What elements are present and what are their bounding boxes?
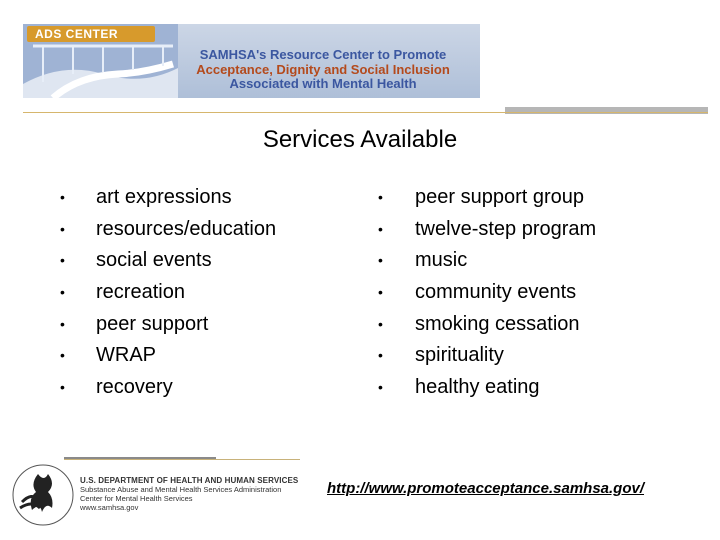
list-item-text: smoking cessation bbox=[415, 312, 580, 335]
bullet-icon: • bbox=[60, 220, 65, 237]
hhs-department-name: U.S. DEPARTMENT OF HEALTH AND HUMAN SERVICES bbox=[80, 476, 299, 485]
banner-line-3: Associated with Mental Health bbox=[229, 76, 417, 91]
hhs-website: www.samhsa.gov bbox=[80, 503, 139, 512]
ads-center-logo: ADS CENTER bbox=[27, 26, 155, 42]
bullet-icon: • bbox=[60, 252, 65, 269]
bullet-icon: • bbox=[378, 252, 383, 269]
banner-line-1: SAMHSA's Resource Center to Promote bbox=[199, 47, 447, 62]
bullet-icon: • bbox=[378, 379, 383, 396]
hhs-eagle-icon bbox=[8, 462, 78, 528]
header-banner bbox=[23, 24, 480, 98]
list-item-text: spirituality bbox=[415, 344, 504, 367]
page-title: Services Available bbox=[262, 126, 458, 153]
list-item-text: WRAP bbox=[96, 344, 156, 367]
list-item-text: twelve-step program bbox=[415, 217, 597, 240]
list-item-text: recovery bbox=[96, 376, 173, 399]
bullet-icon: • bbox=[378, 220, 383, 237]
bullet-icon: • bbox=[60, 189, 65, 205]
list-item-text: art expressions bbox=[96, 186, 232, 208]
hhs-center-name: Center for Mental Health Services bbox=[80, 494, 193, 503]
bullet-icon: • bbox=[378, 284, 383, 301]
banner-line-2: Acceptance, Dignity and Social Inclusion bbox=[196, 61, 450, 77]
list-item-text: social events bbox=[96, 249, 212, 272]
bullet-icon: • bbox=[60, 347, 65, 364]
list-item-text: music bbox=[415, 249, 468, 272]
bullet-icon: • bbox=[378, 347, 383, 364]
hhs-agency-text bbox=[80, 476, 298, 512]
bullet-icon: • bbox=[60, 315, 65, 332]
footer-divider bbox=[64, 459, 300, 460]
list-item-text: resources/education bbox=[96, 217, 277, 240]
bullet-icon: • bbox=[378, 189, 383, 205]
list-item-text: recreation bbox=[96, 281, 185, 304]
banner-heading bbox=[173, 48, 473, 92]
bullet-icon: • bbox=[60, 284, 65, 301]
list-item-text: peer support bbox=[96, 312, 209, 335]
list-item-text: community events bbox=[415, 281, 577, 304]
hhs-agency-name: Substance Abuse and Mental Health Services Administration bbox=[80, 485, 282, 494]
list-item-text: peer support group bbox=[415, 186, 585, 208]
list-item-text: healthy eating bbox=[415, 376, 540, 399]
bullet-icon: • bbox=[60, 379, 65, 396]
bullet-icon: • bbox=[378, 315, 383, 332]
header-divider bbox=[23, 112, 708, 113]
website-link[interactable]: http://www.promoteacceptance.samhsa.gov/ bbox=[327, 480, 645, 497]
